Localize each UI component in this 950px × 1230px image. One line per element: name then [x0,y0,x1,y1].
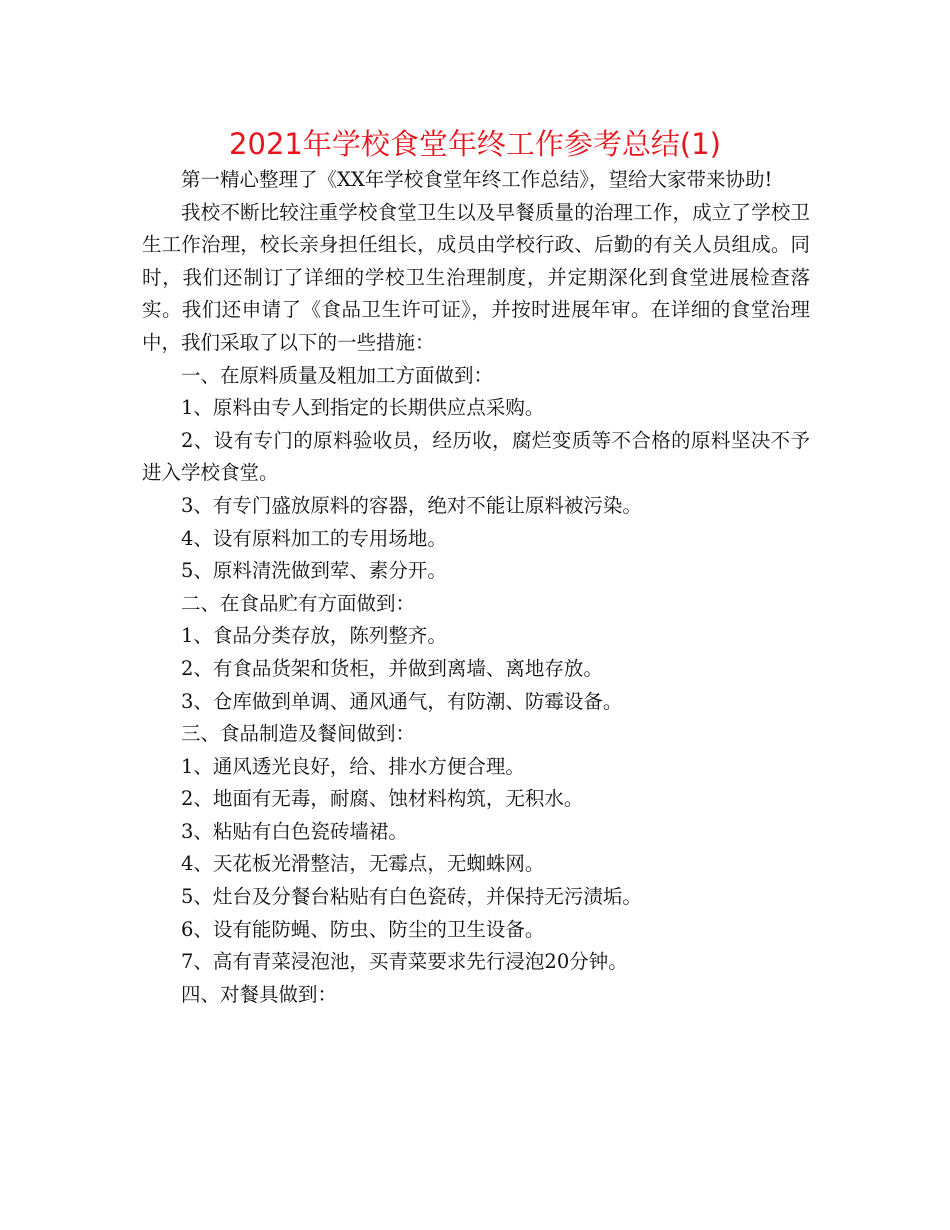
list-item: 6、设有能防蝇、防虫、防尘的卫生设备。 [181,917,545,941]
list-item: 3、有专门盛放原料的容器，绝对不能让原料被污染。 [181,493,642,517]
list-item: 2、设有专门的原料验收员，经历收，腐烂变质等不合格的原料坚决不予进入学校食堂。 [142,428,810,485]
list-item: 5、原料清洗做到荤、素分开。 [181,559,447,583]
list-item: 2、有食品货架和货柜，并做到离墙、离地存放。 [181,656,603,680]
list-item: 7、高有青菜浸泡池，买青菜要求先行浸泡20分钟。 [181,950,628,974]
paragraph-overview: 我校不断比较注重学校食堂卫生以及早餐质量的治理工作，成立了学校卫生工作治理，校长亲身担任组长，成员由学校行政、后勤的有关人员组成。同时，我们还制订了详细的学校卫生治理制度，并定期深化到食堂进展检查落实。我们还申请了《食品卫生许可证》，并按时进展年审。在详细的食堂治理中，我们采取了以下的一些措施： [142,200,810,354]
list-item: 3、仓库做到单调、通风通气，有防潮、防霉设备。 [181,689,623,713]
section-heading-2: 二、在食品贮有方面做到： [181,591,416,615]
list-item: 1、原料由专人到指定的长期供应点采购。 [181,396,545,420]
section-heading-1: 一、在原料质量及粗加工方面做到： [181,363,494,387]
list-item: 5、灶台及分餐台粘贴有白色瓷砖，并保持无污渍垢。 [181,885,642,909]
list-item: 3、粘贴有白色瓷砖墙裙。 [181,819,408,843]
list-item: 2、地面有无毒，耐腐、蚀材料构筑，无积水。 [181,787,584,811]
list-item: 1、食品分类存放，陈列整齐。 [181,624,447,648]
list-item: 4、设有原料加工的专用场地。 [181,526,447,550]
list-item: 1、通风透光良好，给、排水方便合理。 [181,754,525,778]
paragraph-intro: 第一精心整理了《XX年学校食堂年终工作总结》，望给大家带来协助! [181,168,773,191]
section-heading-4: 四、对餐具做到： [181,982,338,1006]
document-body [142,164,810,1011]
section-heading-3: 三、食品制造及餐间做到： [181,722,416,746]
document-title: 2021年学校食堂年终工作参考总结(1) [229,127,721,161]
list-item: 4、天花板光滑整洁，无霉点，无蜘蛛网。 [181,852,545,876]
